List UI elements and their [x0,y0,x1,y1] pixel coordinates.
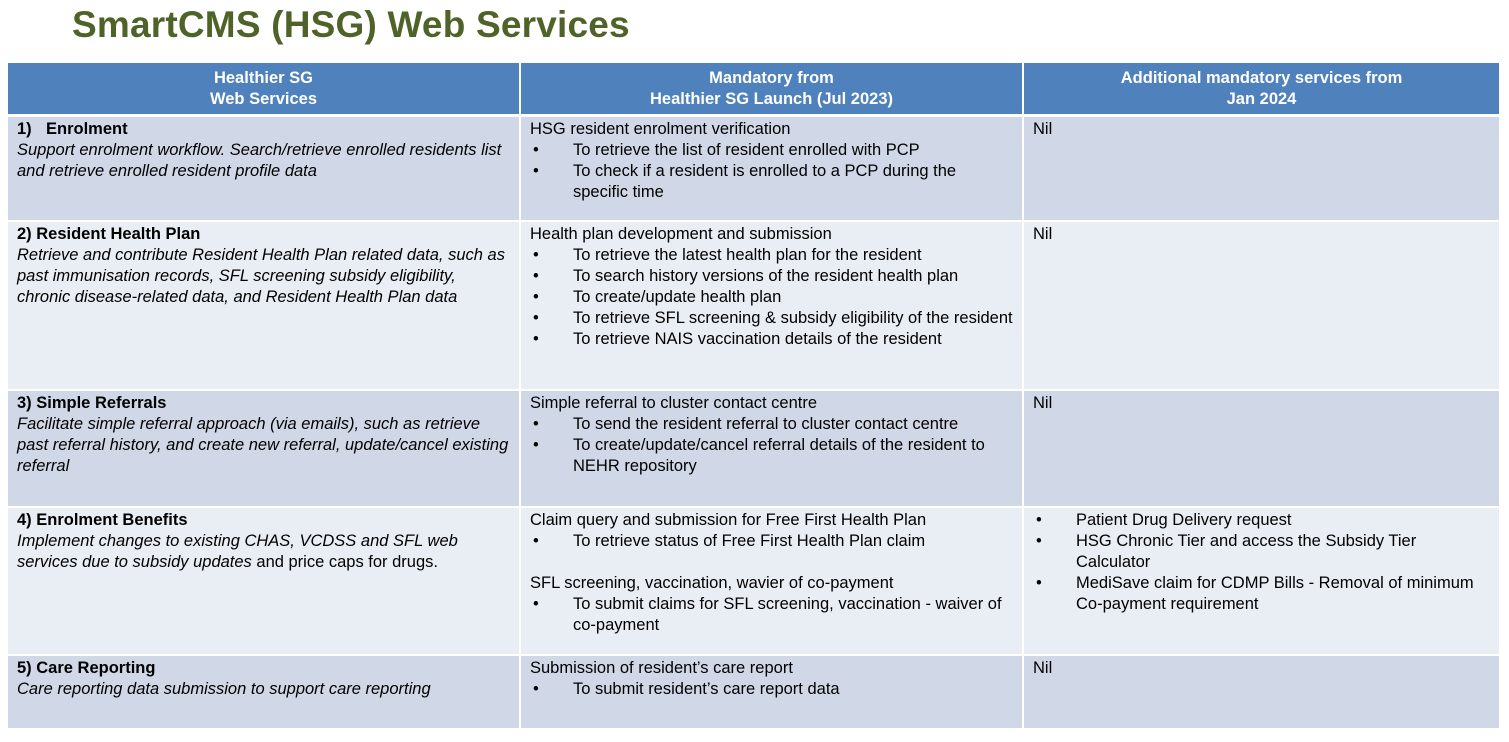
header-additional-jan-2024 [1023,63,1499,116]
jan-2024-value: Nil [1033,120,1053,138]
launch-cell [520,507,1023,655]
launch-heading: HSG resident enrolment verification [530,120,791,138]
header-web-services [8,63,520,116]
list-item: • MediSave claim for CDMP Bills - Removal of minimum Co-payment requirement [1033,573,1491,615]
list-item: • To submit resident’s care report data [530,679,1014,700]
service-description: Support enrolment workflow. Search/retrieve enrolled residents list and retrieve enrolled resident profile data [17,141,502,180]
launch-cell [520,655,1023,729]
spacer [530,552,1014,573]
header-line: Healthier SG Launch (Jul 2023) [650,89,893,108]
launch-list [530,531,1014,552]
list-item: • To create/update health plan [530,287,1014,308]
service-cell [8,655,520,729]
list-item: • To search history versions of the resident health plan [530,266,1014,287]
table-header-row [8,63,1499,116]
service-title [17,119,511,140]
jan-2024-list [1033,510,1491,615]
service-cell [8,221,520,390]
list-item: • To retrieve status of Free First Health Plan claim [530,531,1014,552]
header-line: Jan 2024 [1226,89,1297,108]
launch-heading: Simple referral to cluster contact centre [530,393,818,412]
service-title: 5) Care Reporting [17,658,156,677]
launch-list [530,245,1014,350]
jan-2024-cell [1023,655,1499,729]
service-title: 2) Resident Health Plan [17,224,201,243]
jan-2024-value: Nil [1033,658,1053,677]
service-title: 4) Enrolment Benefits [17,510,188,529]
jan-2024-value: Nil [1033,224,1053,243]
page-title: SmartCMS (HSG) Web Services [72,4,630,45]
service-description: Facilitate simple referral approach (via emails), such as retrieve past referral history, and create new referral, update/cancel existing referral [17,414,509,475]
list-item: • To check if a resident is enrolled to a PCP during the specific time [530,161,1014,203]
list-item: • Patient Drug Delivery request [1033,510,1491,531]
launch-cell [520,221,1023,390]
service-number: 1) [17,120,32,138]
list-item: • To send the resident referral to cluster contact centre [530,414,1014,435]
table-row-care-reporting [8,655,1499,729]
header-line: Mandatory from [709,68,834,87]
launch-cell [520,390,1023,507]
service-description [17,531,511,573]
table-row-enrolment [8,116,1499,221]
list-item: • To retrieve the list of resident enrolled with PCP [530,140,1014,161]
jan-2024-value: Nil [1033,393,1053,412]
description-italic: Implement changes to existing CHAS, VCDSS and SFL web services due to subsidy updates [17,531,458,571]
header-line: Healthier SG [213,68,314,87]
launch-list [530,679,1014,700]
launch-heading: Health plan development and submission [530,224,832,243]
header-line: Web Services [209,89,317,108]
list-item: • To retrieve SFL screening & subsidy eligibility of the resident [530,308,1014,329]
jan-2024-cell [1023,507,1499,655]
list-item: • To create/update/cancel referral details of the resident to NEHR repository [530,435,1014,477]
list-item: • To retrieve the latest health plan for the resident [530,245,1014,266]
description-plain: and price caps for drugs. [251,552,438,571]
list-item: • To submit claims for SFL screening, vaccination - waiver of co-payment [530,594,1014,636]
service-name: Enrolment [46,120,128,138]
launch-list [530,414,1014,477]
launch-cell [520,116,1023,221]
launch-list [530,140,1014,203]
service-description: Care reporting data submission to support care reporting [17,679,431,698]
table-row-simple-referrals [8,390,1499,507]
service-cell [8,116,520,221]
launch-list [530,594,1014,636]
service-description: Retrieve and contribute Resident Health Plan related data, such as past immunisation records, SFL screening subsidy eligibility, chronic disease-related data, and Resident Health Plan data [17,245,505,306]
launch-heading: SFL screening, vaccination, wavier of co-payment [530,573,894,592]
service-cell [8,507,520,655]
service-cell [8,390,520,507]
jan-2024-cell [1023,390,1499,507]
list-item: • To retrieve NAIS vaccination details of the resident [530,329,1014,350]
table-row-enrolment-benefits [8,507,1499,655]
launch-heading: Submission of resident’s care report [530,658,793,677]
jan-2024-cell [1023,116,1499,221]
list-item: • HSG Chronic Tier and access the Subsidy Tier Calculator [1033,531,1491,573]
header-mandatory-launch [520,63,1023,116]
table-row-resident-health-plan [8,221,1499,390]
launch-heading: Claim query and submission for Free First Health Plan [530,510,927,529]
header-line: Additional mandatory services from [1120,68,1403,87]
jan-2024-cell [1023,221,1499,390]
web-services-table [8,63,1499,730]
service-title: 3) Simple Referrals [17,393,167,412]
